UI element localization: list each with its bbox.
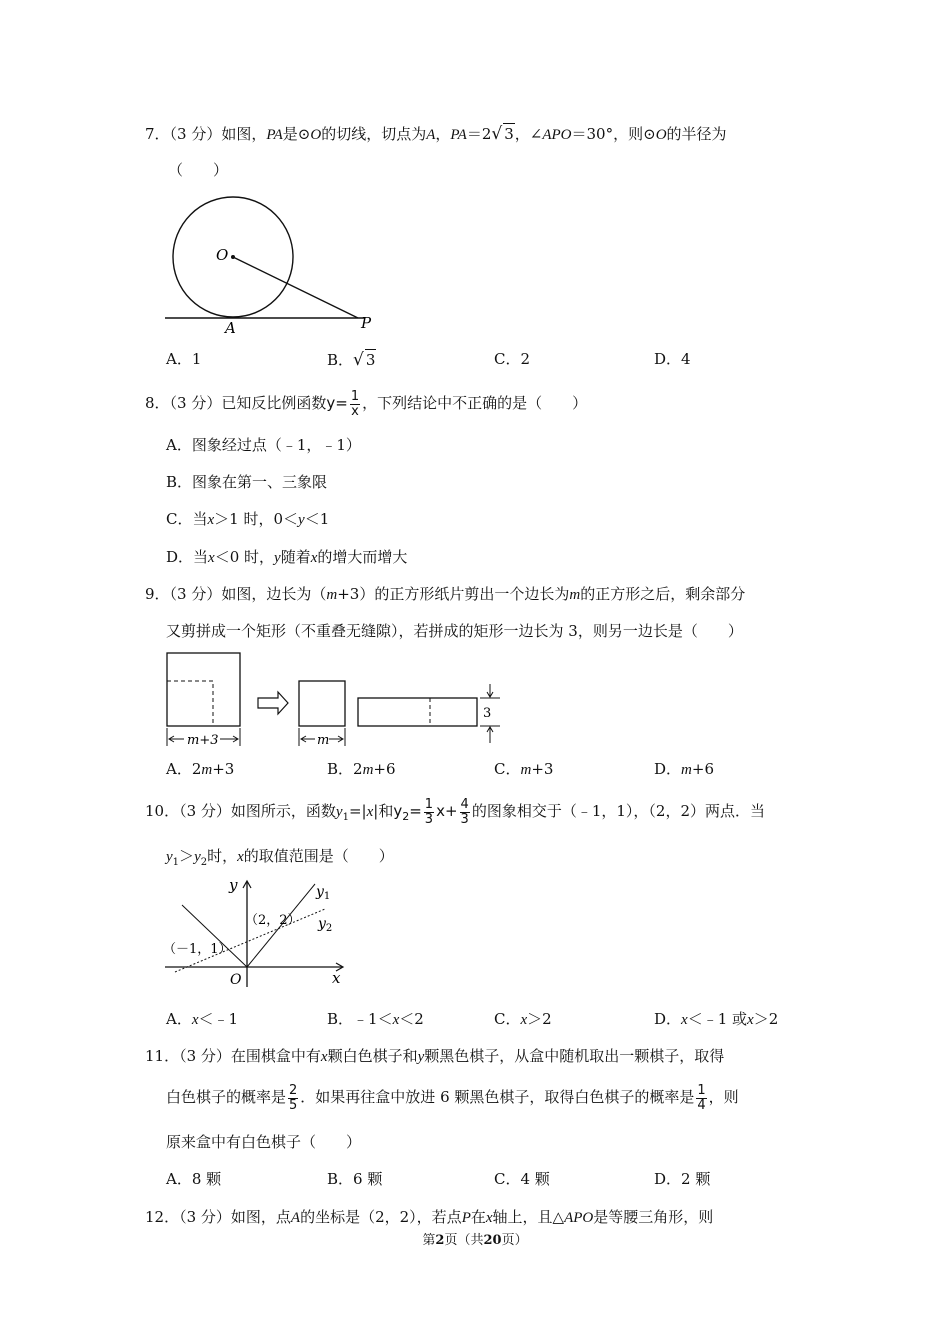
- q7-segment-OP: [233, 257, 358, 318]
- q8-option-b[interactable]: B．图象在第一、三象限: [166, 473, 328, 491]
- q9-figure: [160, 648, 510, 753]
- q11-option-b[interactable]: B．6 颗: [327, 1170, 383, 1188]
- q10-option-c[interactable]: C．x＞2: [494, 1010, 552, 1028]
- q9-option-a[interactable]: A．2m+3: [166, 760, 235, 778]
- q9-label-3: 3: [483, 706, 492, 721]
- q9-arrow-icon: [258, 692, 288, 714]
- q11-option-c[interactable]: C．4 颗: [494, 1170, 550, 1188]
- q8-line1: 8．（3 分）已知反比例函数y= $\frac{1}{x}$ ，下列结论中不正确的是（ ）: [145, 388, 588, 419]
- q7-option-a[interactable]: A．1: [166, 350, 202, 368]
- q10-label-O: O: [230, 972, 242, 988]
- q10-label-point-2-2: （2，2）: [245, 913, 301, 928]
- q8-option-c[interactable]: C．当x＞1 时，0＜y＜1: [166, 510, 330, 528]
- q10-label-y1: $y_1$: [316, 884, 331, 902]
- q9-option-d[interactable]: D．m+6: [654, 760, 714, 778]
- q7-option-c[interactable]: C．2: [494, 350, 531, 368]
- q8-option-d[interactable]: D．当x＜0 时，y随着x的增大而增大: [166, 548, 408, 566]
- q11-option-a[interactable]: A．8 颗: [166, 1170, 222, 1188]
- q10-line1: 10．（3 分）如图所示，函数$y_1=|x|$和$y_2=$ $\frac{1}{3}$ x+ $\frac{4}{3}$ 的图象相交于（﹣1，1），（2，2）两点．当: [145, 796, 765, 827]
- q9-option-c[interactable]: C．m+3: [494, 760, 554, 778]
- q9-option-b[interactable]: B．2m+6: [327, 760, 396, 778]
- q10-line2: $y_1>y_2$时，x的取值范围是（ ）: [166, 847, 394, 868]
- q7-label-P: P: [361, 314, 372, 332]
- q7-label-O: O: [216, 246, 229, 264]
- q10-line-y1-left: [182, 905, 247, 967]
- q8-option-a[interactable]: A．图象经过点（﹣1，﹣1）: [166, 436, 361, 454]
- q11-line2: 白色棋子的概率是 $\frac{2}{5}$ ．如果再往盒中放进 6 颗黑色棋子，取得白色棋子的概率是 $\frac{1}{4}$ ，则: [166, 1082, 739, 1113]
- q9-dashed-cut: [167, 681, 213, 726]
- q9-label-m3: m+3: [187, 733, 219, 748]
- q10-figure: [160, 872, 355, 990]
- q10-label-y: y: [229, 876, 238, 894]
- q9-big-square: [167, 653, 240, 726]
- q11-line1: 11．（3 分）在围棋盒中有x颗白色棋子和y颗黑色棋子，从盒中随机取出一颗棋子，取得: [145, 1047, 725, 1065]
- q9-line2: 又剪拼成一个矩形（不重叠无缝隙），若拼成的矩形一边长为 3，则另一边长是（ ）: [166, 622, 743, 640]
- q12-line1: 12．（3 分）如图，点A的坐标是（2，2），若点P在x轴上，且△APO是等腰三角形，则: [145, 1208, 714, 1226]
- q10-option-b[interactable]: B．﹣1＜x＜2: [327, 1010, 424, 1028]
- q9-line1: 9．（3 分）如图，边长为（m+3）的正方形纸片剪出一个边长为m的正方形之后，剩余部分: [145, 585, 746, 603]
- q9-small-square: [299, 681, 345, 726]
- page-footer: 第2页（共20页）: [422, 1233, 528, 1248]
- q11-option-d[interactable]: D．2 颗: [654, 1170, 711, 1188]
- q9-label-m: m: [317, 733, 330, 748]
- q7-answer-paren: （ ）: [168, 161, 229, 179]
- q7-option-b[interactable]: B．√ 3: [327, 350, 376, 370]
- q7-label-A: A: [225, 319, 236, 337]
- q7-line1: 7．（3 分）如图，PA是⊙O的切线，切点为A，PA＝2√ 3，∠APO＝30°，则⊙O的半径为: [145, 124, 727, 144]
- q10-option-a[interactable]: A．x＜﹣1: [166, 1010, 239, 1028]
- q10-label-y2: $y_2$: [318, 916, 333, 934]
- q9-rectangle: [358, 698, 477, 726]
- q7-center-dot: [231, 255, 235, 259]
- q7-option-d[interactable]: D．4: [654, 350, 691, 368]
- q10-label-point-neg1-1: （－1，1）: [163, 942, 232, 957]
- q10-option-d[interactable]: D．x＜﹣1 或x＞2: [654, 1010, 779, 1028]
- q10-label-x: x: [332, 969, 341, 987]
- q11-line3: 原来盒中有白色棋子（ ）: [166, 1133, 362, 1151]
- q7-figure: [160, 190, 380, 340]
